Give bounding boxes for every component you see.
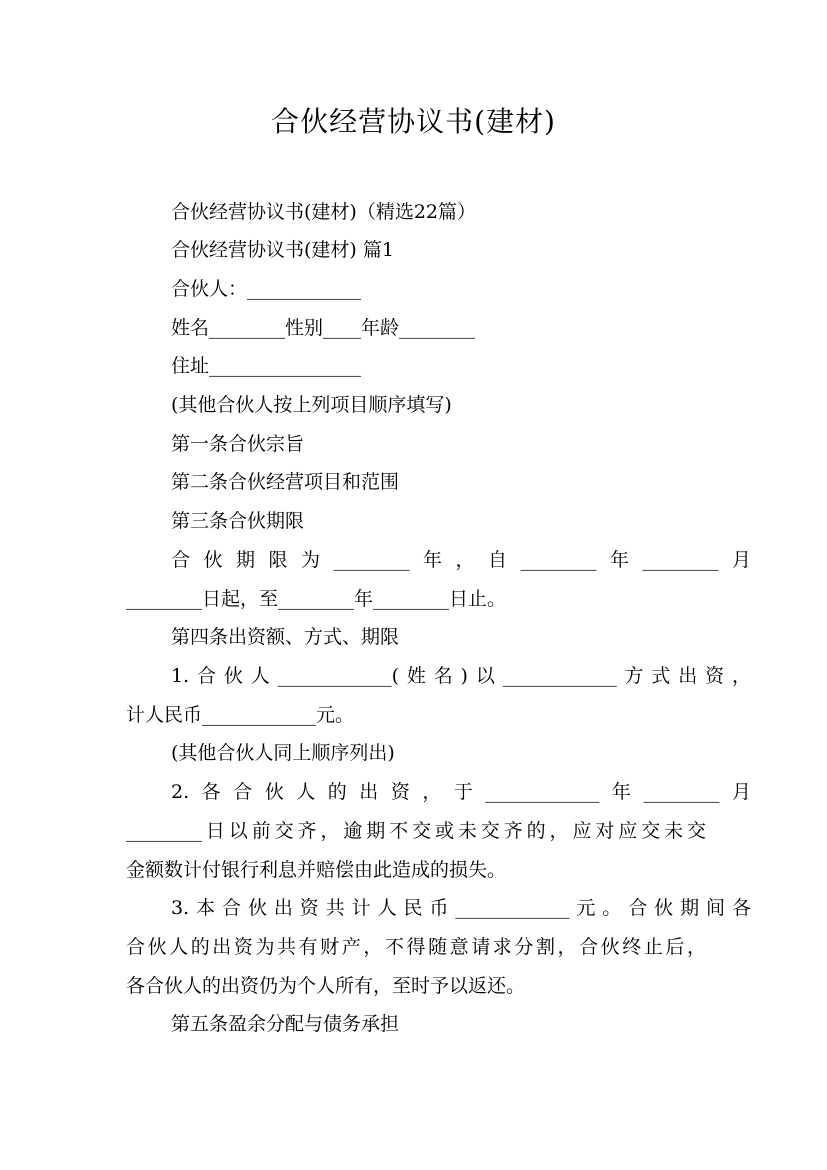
document-title: 合伙经营协议书(建材) — [271, 105, 556, 138]
paragraph-line: 2.各合伙人的出资，于____________年________月 — [171, 781, 751, 803]
paragraph-line: 3.本合伙出资共计人民币____________元。合伙期间各 — [171, 897, 751, 919]
paragraph-line: 各合伙人的出资仍为个人所有，至时予以返还。 — [126, 975, 526, 997]
partner-field: 合伙人：____________ — [171, 278, 362, 300]
name-gender-age-field: 姓名________性别____年龄________ — [171, 317, 476, 339]
article-heading: 第一条合伙宗旨 — [171, 433, 305, 455]
article-heading: 第二条合伙经营项目和范围 — [171, 471, 400, 493]
paragraph-line: (其他合伙人按上列项目顺序填写) — [171, 394, 452, 416]
article-heading: 第三条合伙期限 — [171, 510, 305, 532]
article-heading: 第四条出资额、方式、期限 — [171, 626, 400, 648]
paragraph-line: (其他合伙人同上顺序列出) — [171, 742, 395, 764]
address-field: 住址________________ — [171, 355, 362, 377]
article-heading: 第五条盈余分配与债务承担 — [171, 1013, 400, 1035]
document-subtitle: 合伙经营协议书(建材)（精选22篇） — [171, 201, 477, 223]
paragraph-line: 合伙期限为________年，自________年________月 — [171, 549, 751, 571]
paragraph-line: 计人民币____________元。 — [126, 704, 355, 726]
paragraph-line: ________日以前交齐，逾期不交或未交齐的，应对应交未交 — [126, 820, 706, 842]
paragraph-line: 合伙人的出资为共有财产，不得随意请求分割，合伙终止后， — [126, 936, 706, 958]
paragraph-line: ________日起，至________年________日止。 — [126, 588, 507, 610]
paragraph-line: 金额数计付银行利息并赔偿由此造成的损失。 — [126, 859, 507, 881]
section-heading: 合伙经营协议书(建材) 篇1 — [171, 239, 394, 261]
paragraph-line: 1.合伙人____________(姓名)以____________方式出资， — [171, 665, 751, 687]
